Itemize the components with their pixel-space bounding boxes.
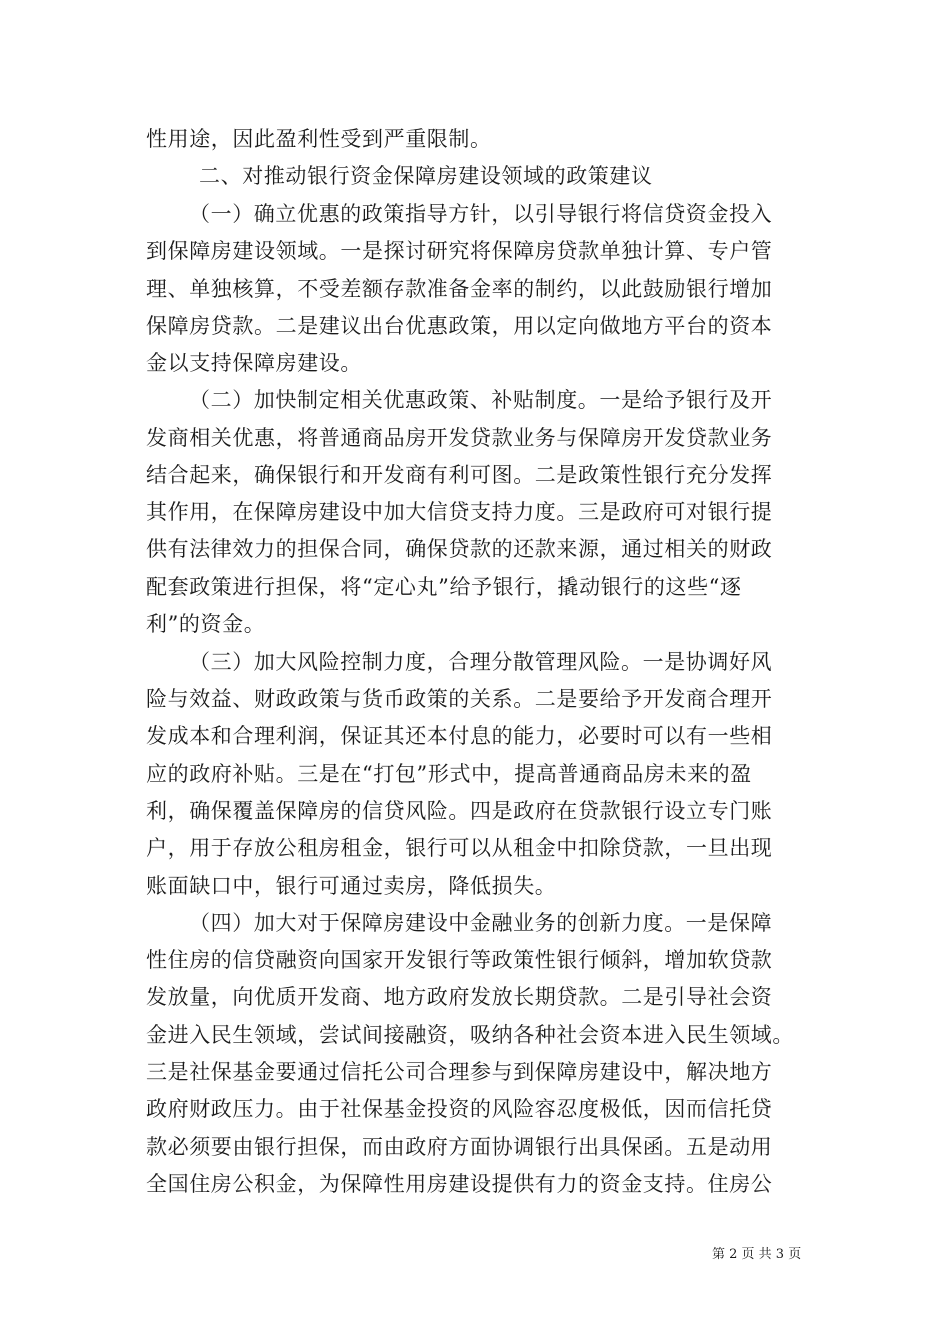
paragraph-3-line: 利，确保覆盖保障房的信贷风险。四是政府在贷款银行设立专门账 — [146, 799, 773, 823]
paragraph-2-line: 其作用，在保障房建设中加大信贷支持力度。三是政府可对银行提 — [146, 500, 773, 524]
paragraph-2-line: 配套政策进行担保，将“定心丸”给予银行，撬动银行的这些“逐 — [146, 575, 742, 599]
paragraph-2-line: 供有法律效力的担保合同，确保贷款的还款来源，通过相关的财政 — [146, 537, 773, 561]
paragraph-3-line: 户，用于存放公租房租金，银行可以从租金中扣除贷款，一旦出现 — [146, 836, 773, 860]
paragraph-1-line: 理、单独核算，不受差额存款准备金率的制约，以此鼓励银行增加 — [146, 277, 773, 301]
paragraph-1-line: 到保障房建设领域。一是探讨研究将保障房贷款单独计算、专户管 — [146, 239, 773, 263]
paragraph-1-line: 金以支持保障房建设。 — [146, 351, 362, 375]
paragraph-3-line: 发成本和合理利润，保证其还本付息的能力，必要时可以有一些相 — [146, 724, 773, 748]
paragraph-2-line: 利”的资金。 — [146, 612, 266, 636]
paragraph-3-line: （三）加大风险控制力度，合理分散管理风险。一是协调好风 — [189, 650, 773, 674]
paragraph-4-line: 性住房的信贷融资向国家开发银行等政策性银行倾斜，增加软贷款 — [146, 948, 773, 972]
page-number-footer: 第 2 页 共 3 页 — [712, 1247, 802, 1262]
paragraph-2-line: 发商相关优惠，将普通商品房开发贷款业务与保障房开发贷款业务 — [146, 426, 773, 450]
paragraph-4-line: 金进入民生领域，尝试间接融资，吸纳各种社会资本进入民生领域。 — [146, 1023, 794, 1047]
paragraph-1-line: （一）确立优惠的政策指导方针，以引导银行将信贷资金投入 — [189, 202, 773, 226]
paragraph-4-line: 款必须要由银行担保，而由政府方面协调银行出具保函。五是动用 — [146, 1135, 773, 1159]
paragraph-3-line: 险与效益、财政政策与货币政策的关系。二是要给予开发商合理开 — [146, 687, 773, 711]
body-text-line: 性用途，因此盈利性受到严重限制。 — [146, 127, 492, 151]
paragraph-1-line: 保障房贷款。二是建议出台优惠政策，用以定向做地方平台的资本 — [146, 314, 773, 338]
paragraph-4-line: 政府财政压力。由于社保基金投资的风险容忍度极低，因而信托贷 — [146, 1097, 773, 1121]
paragraph-4-line: 全国住房公积金，为保障性用房建设提供有力的资金支持。住房公 — [146, 1172, 773, 1196]
paragraph-3-line: 应的政府补贴。三是在“打包”形式中，提高普通商品房未来的盈 — [146, 762, 752, 786]
paragraph-2-line: 结合起来，确保银行和开发商有利可图。二是政策性银行充分发挥 — [146, 463, 773, 487]
paragraph-4-line: 三是社保基金要通过信托公司合理参与到保障房建设中，解决地方 — [146, 1060, 773, 1084]
section-heading: 二、对推动银行资金保障房建设领域的政策建议 — [199, 164, 653, 188]
paragraph-2-line: （二）加快制定相关优惠政策、补贴制度。一是给予银行及开 — [189, 388, 773, 412]
paragraph-3-line: 账面缺口中，银行可通过卖房，降低损失。 — [146, 874, 557, 898]
paragraph-4-line: （四）加大对于保障房建设中金融业务的创新力度。一是保障 — [189, 911, 773, 935]
paragraph-4-line: 发放量，向优质开发商、地方政府发放长期贷款。二是引导社会资 — [146, 985, 773, 1009]
